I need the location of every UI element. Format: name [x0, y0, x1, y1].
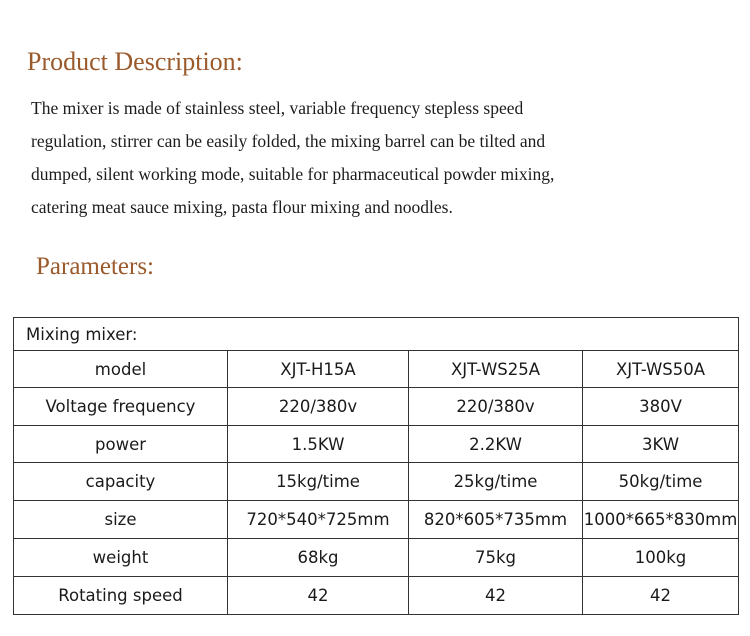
table-cell: 68kg — [228, 539, 409, 577]
table-cell: 3KW — [583, 426, 739, 463]
parameters-table — [13, 317, 739, 615]
row-label: weight — [14, 539, 228, 577]
table-cell: 42 — [228, 577, 409, 615]
row-label: Voltage frequency — [14, 388, 228, 426]
table-cell: 15kg/time — [228, 463, 409, 501]
description-line: dumped, silent working mode, suitable for pharmaceutical powder mixing, — [31, 164, 555, 184]
table-row-weight — [14, 539, 739, 577]
table-title: Mixing mixer: — [14, 318, 739, 351]
table-row-capacity — [14, 463, 739, 501]
table-cell: 380V — [583, 388, 739, 426]
table-cell: 42 — [409, 577, 583, 615]
row-label: Rotating speed — [14, 577, 228, 615]
table-caption-row — [14, 318, 739, 351]
table-cell: 1.5KW — [228, 426, 409, 463]
table-cell: 25kg/time — [409, 463, 583, 501]
table-row-power — [14, 426, 739, 463]
row-label: model — [14, 351, 228, 388]
table-cell: 2.2KW — [409, 426, 583, 463]
description-line: regulation, stirrer can be easily folded, the mixing barrel can be tilted and — [31, 131, 546, 151]
description-line: catering meat sauce mixing, pasta flour mixing and noodles. — [31, 197, 453, 217]
table-cell: 220/380v — [228, 388, 409, 426]
table-cell: 42 — [583, 577, 739, 615]
table-row-voltage — [14, 388, 739, 426]
table-cell: XJT-WS25A — [409, 351, 583, 388]
table-cell: 1000*665*830mm — [583, 501, 739, 539]
row-label: size — [14, 501, 228, 539]
product-description-heading: Product Description: — [27, 47, 243, 76]
table-cell: 720*540*725mm — [228, 501, 409, 539]
table-row-rotating-speed — [14, 577, 739, 615]
table-cell: 50kg/time — [583, 463, 739, 501]
table-cell: XJT-WS50A — [583, 351, 739, 388]
product-description-text — [31, 92, 731, 224]
table-cell: 220/380v — [409, 388, 583, 426]
parameters-heading: Parameters: — [36, 253, 155, 280]
row-label: power — [14, 426, 228, 463]
description-line: The mixer is made of stainless steel, variable frequency stepless speed — [31, 98, 524, 118]
table-cell: 820*605*735mm — [409, 501, 583, 539]
table-row-size — [14, 501, 739, 539]
table-cell: 100kg — [583, 539, 739, 577]
table-cell: 75kg — [409, 539, 583, 577]
row-label: capacity — [14, 463, 228, 501]
table-row-model — [14, 351, 739, 388]
table-cell: XJT-H15A — [228, 351, 409, 388]
